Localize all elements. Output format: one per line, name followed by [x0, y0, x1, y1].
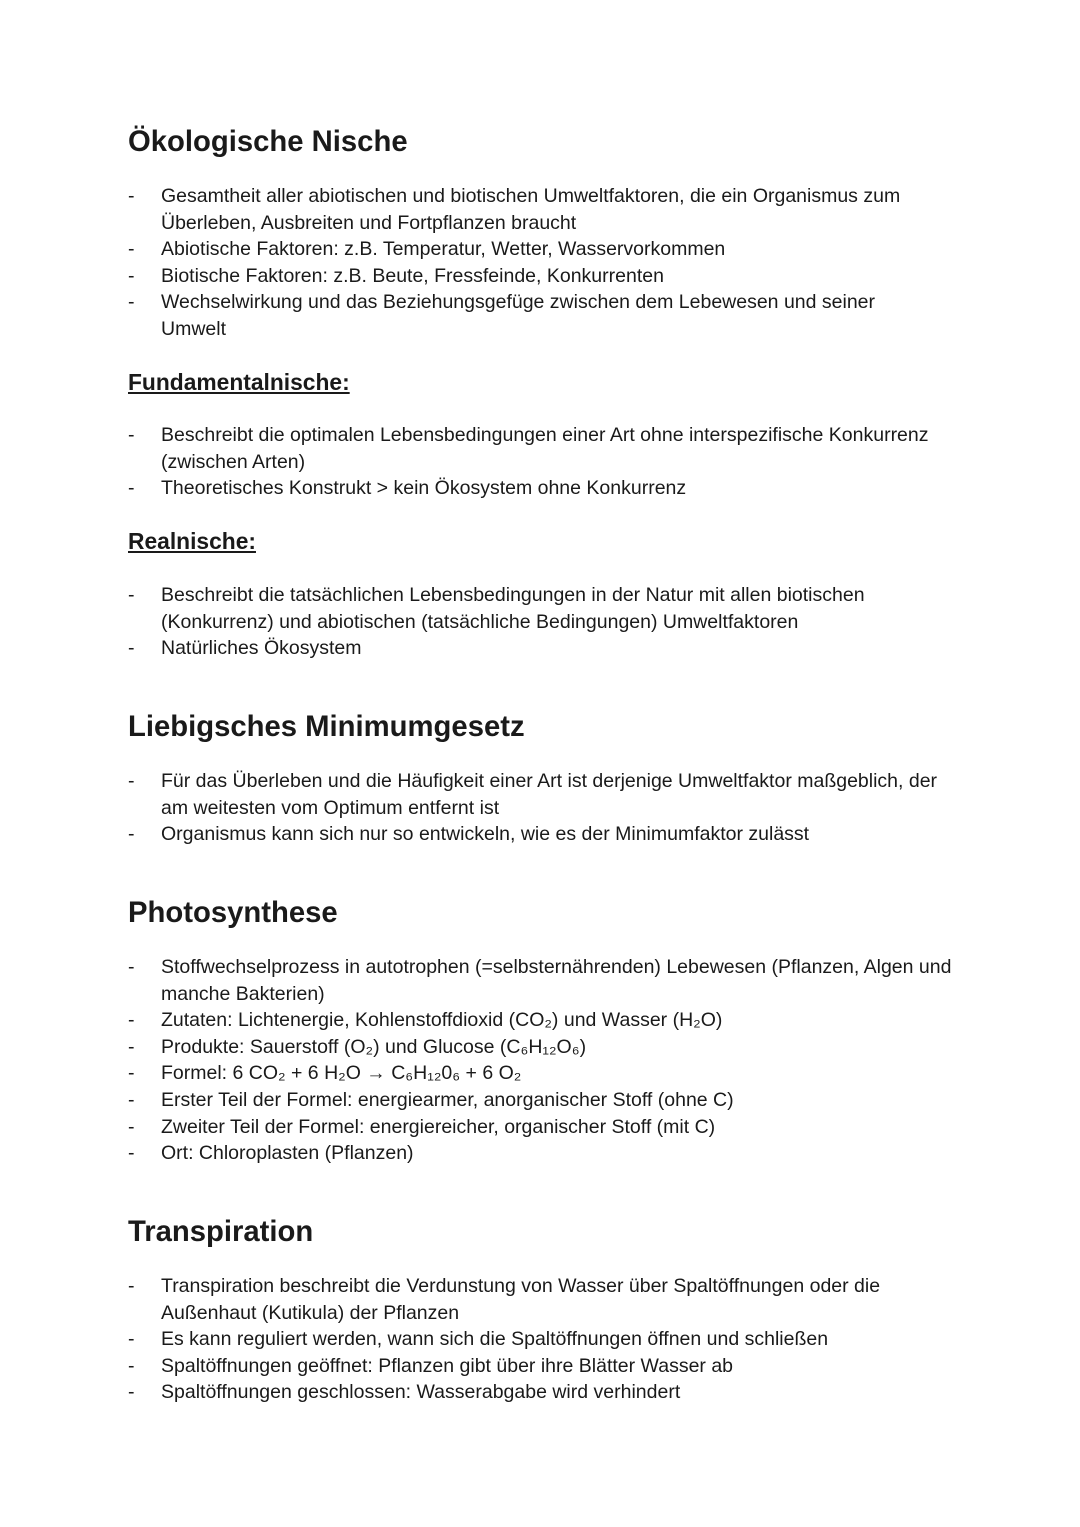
list-item: - Organismus kann sich nur so entwickeln, wie es der Minimumfaktor zulässt — [128, 823, 810, 846]
heading-transpiration: Transpiration — [128, 1216, 314, 1248]
formula-item: - Formel: 6 CO₂ + 6 H₂O → C₆H₁₂0₆ + 6 O₂ — [128, 1062, 522, 1085]
list-item: - Natürliches Ökosystem — [128, 637, 362, 660]
list-item: - Theoretisches Konstrukt > kein Ökosystem ohne Konkurrenz — [128, 477, 687, 500]
list-transpiration — [128, 1273, 968, 1406]
heading-fundamentalnische: Fundamentalnische: — [128, 369, 350, 395]
list-item: - Zutaten: Lichtenergie, Kohlenstoffdioxid (CO₂) und Wasser (H₂O) — [128, 1009, 723, 1032]
list-item: - Für das Überleben und die Häufigkeit einer Art ist derjenige Umweltfaktor maßgeblich, der am weitesten vom Optimum entfernt ist — [128, 770, 938, 819]
list-item: - Spaltöffnungen geschlossen: Wasserabgabe wird verhindert — [128, 1381, 681, 1404]
heading-realnische: Realnische: — [128, 528, 256, 554]
list-oekologische-nische — [128, 183, 968, 343]
list-item: - Stoffwechselprozess in autotrophen (=selbsternährenden) Lebewesen (Pflanzen, Algen und manche Bakterien) — [128, 956, 952, 1005]
list-item: - Abiotische Faktoren: z.B. Temperatur, Wetter, Wasservorkommen — [128, 238, 726, 261]
list-item: - Wechselwirkung und das Beziehungsgefüge zwischen dem Lebewesen und seiner Umwelt — [128, 291, 876, 340]
section-fundamentalnische — [128, 367, 968, 502]
section-photosynthese — [128, 898, 968, 1167]
list-item: - Beschreibt die tatsächlichen Lebensbedingungen in der Natur mit allen biotischen (Konkurrenz) und abiotischen (tatsächliche Bedingungen) Umweltfaktoren — [128, 584, 865, 633]
heading-oekologische-nische: Ökologische Nische — [128, 126, 408, 158]
list-item: - Gesamtheit aller abiotischen und biotischen Umweltfaktoren, die ein Organismus zum Überleben, Ausbreiten und Fortpflanzen braucht — [128, 185, 901, 234]
list-item: - Beschreibt die optimalen Lebensbedingungen einer Art ohne interspezifische Konkurrenz (zwischen Arten) — [128, 424, 929, 473]
list-item: - Erster Teil der Formel: energiearmer, anorganischer Stoff (ohne C) — [128, 1088, 734, 1111]
list-item: - Transpiration beschreibt die Verdunstung von Wasser über Spaltöffnungen oder die Außenhaut (Kutikula) der Pflanzen — [128, 1275, 881, 1324]
list-item: - Spaltöffnungen geöffnet: Pflanzen gibt über ihre Blätter Wasser ab — [128, 1354, 734, 1377]
list-item: - Zweiter Teil der Formel: energiereicher, organischer Stoff (mit C) — [128, 1115, 716, 1138]
list-liebigsches-minimumgesetz — [128, 768, 968, 848]
section-liebigsches-minimumgesetz — [128, 712, 968, 848]
list-photosynthese — [128, 954, 968, 1167]
section-transpiration — [128, 1217, 968, 1406]
list-item: - Produkte: Sauerstoff (O₂) und Glucose (C₆H₁₂O₆) — [128, 1035, 587, 1058]
heading-liebigsches-minimumgesetz: Liebigsches Minimumgesetz — [128, 711, 525, 743]
list-item: - Biotische Faktoren: z.B. Beute, Fressfeinde, Konkurrenten — [128, 264, 664, 287]
list-item: - Ort: Chloroplasten (Pflanzen) — [128, 1142, 414, 1165]
heading-photosynthese: Photosynthese — [128, 897, 338, 929]
list-item: - Es kann reguliert werden, wann sich die Spaltöffnungen öffnen und schließen — [128, 1328, 829, 1351]
list-realnische — [128, 582, 968, 662]
section-realnische — [128, 526, 968, 662]
list-fundamentalnische — [128, 422, 968, 502]
section-oekologische-nische — [128, 127, 968, 343]
